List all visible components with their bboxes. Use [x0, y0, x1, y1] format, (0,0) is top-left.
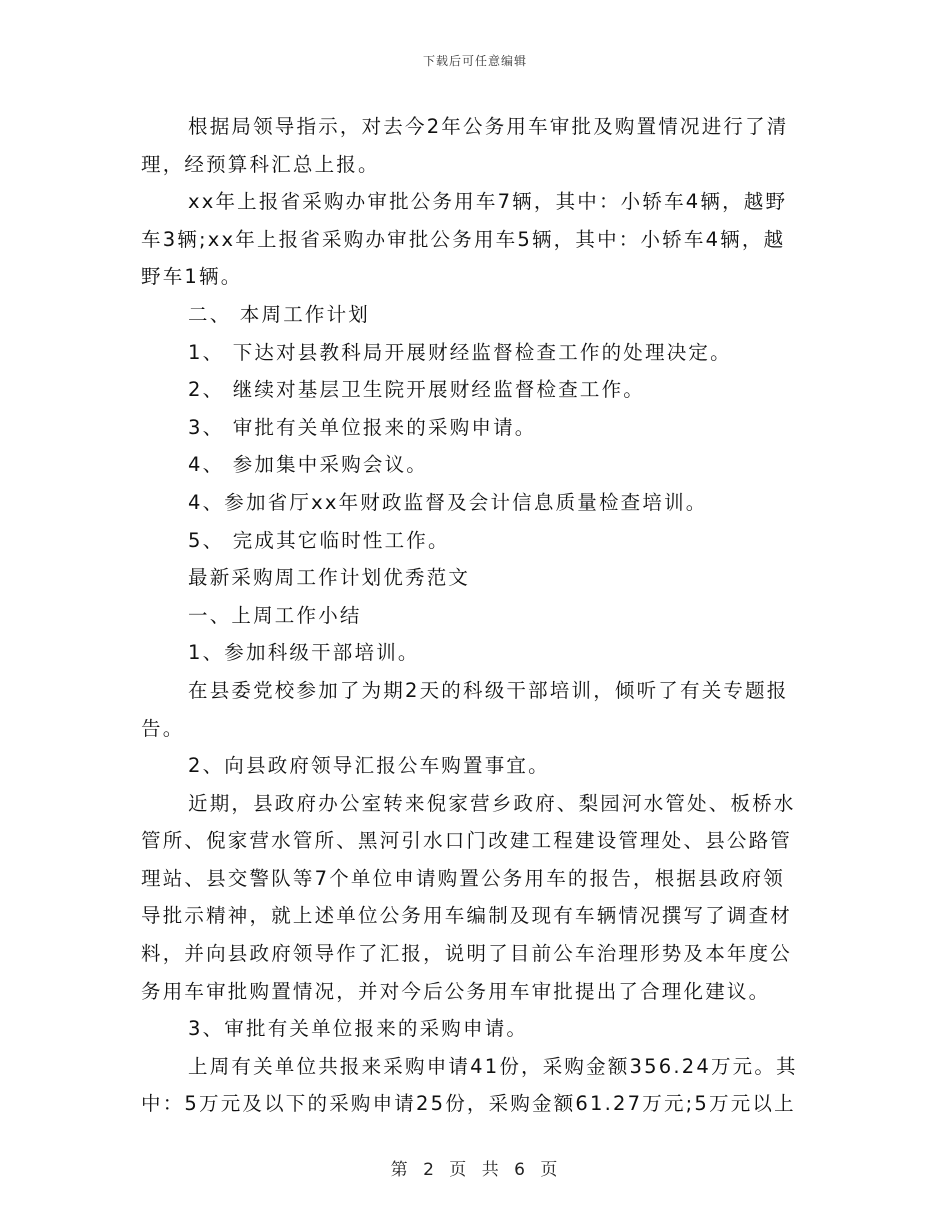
paragraph-line: 在县委党校参加了为期2天的科级干部培训，倾听了有关专题报 — [188, 678, 789, 702]
list-item: 1、 下达对县教科局开展财经监督检查工作的处理决定。 — [188, 340, 732, 364]
page-header: 下载后可任意编辑 — [422, 54, 527, 68]
paragraph-line: 导批示精神，就上述单位公务用车编制及现有车辆情况撰写了调查材 — [141, 904, 793, 928]
list-item: 2、 继续对基层卫生院开展财经监督检查工作。 — [188, 378, 646, 402]
paragraph-line: 管所、倪家营水管所、黑河引水口门改建工程建设管理处、县公路管 — [141, 829, 793, 853]
list-item: 5、 完成其它临时性工作。 — [188, 528, 450, 552]
list-item: 4、 参加集中采购会议。 — [188, 453, 429, 477]
list-item: 1、参加科级干部培训。 — [188, 641, 420, 665]
document-body — [141, 108, 803, 1123]
list-item: 4、参加省厅xx年财政监督及会计信息质量检查培训。 — [188, 490, 708, 514]
paragraph-line: 料，并向县政府领导作了汇报，说明了目前公车治理形势及本年度公 — [141, 942, 793, 966]
paragraph-line: 野车1辆。 — [141, 265, 243, 289]
paragraph-line: 告。 — [141, 716, 185, 740]
paragraph-line: 中：5万元及以下的采购申请25份，采购金额61.27万元;5万元以上 — [141, 1092, 796, 1116]
page-number-footer: 第 2 页 共 6 页 — [390, 1160, 560, 1180]
document-subtitle: 最新采购周工作计划优秀范文 — [188, 566, 471, 590]
paragraph-line: 上周有关单位共报来采购申请41份，采购金额356.24万元。其 — [188, 1054, 798, 1078]
list-item: 3、 审批有关单位报来的采购申请。 — [188, 415, 537, 439]
section-heading: 一、上周工作小结 — [188, 603, 362, 627]
paragraph-line: 理站、县交警队等7个单位申请购置公务用车的报告，根据县政府领 — [141, 866, 785, 890]
paragraph-line: 车3辆;xx年上报省采购办审批公务用车5辆，其中：小轿车4辆，越 — [141, 227, 786, 251]
list-item: 3、审批有关单位报来的采购申请。 — [188, 1017, 529, 1041]
paragraph-line: 近期，县政府办公室转来倪家营乡政府、梨园河水管处、板桥水 — [188, 791, 796, 815]
list-item: 2、向县政府领导汇报公车购置事宜。 — [188, 754, 550, 778]
paragraph-line: 理，经预算科汇总上报。 — [141, 152, 380, 176]
paragraph-line: 务用车审批购置情况，并对今后公务用车审批提出了合理化建议。 — [141, 979, 771, 1003]
paragraph-line: 根据局领导指示，对去今2年公务用车审批及购置情况进行了清 — [188, 115, 789, 138]
section-heading: 二、 本周工作计划 — [188, 302, 370, 326]
paragraph-line: xx年上报省采购办审批公务用车7辆，其中：小轿车4辆，越野 — [188, 190, 788, 214]
